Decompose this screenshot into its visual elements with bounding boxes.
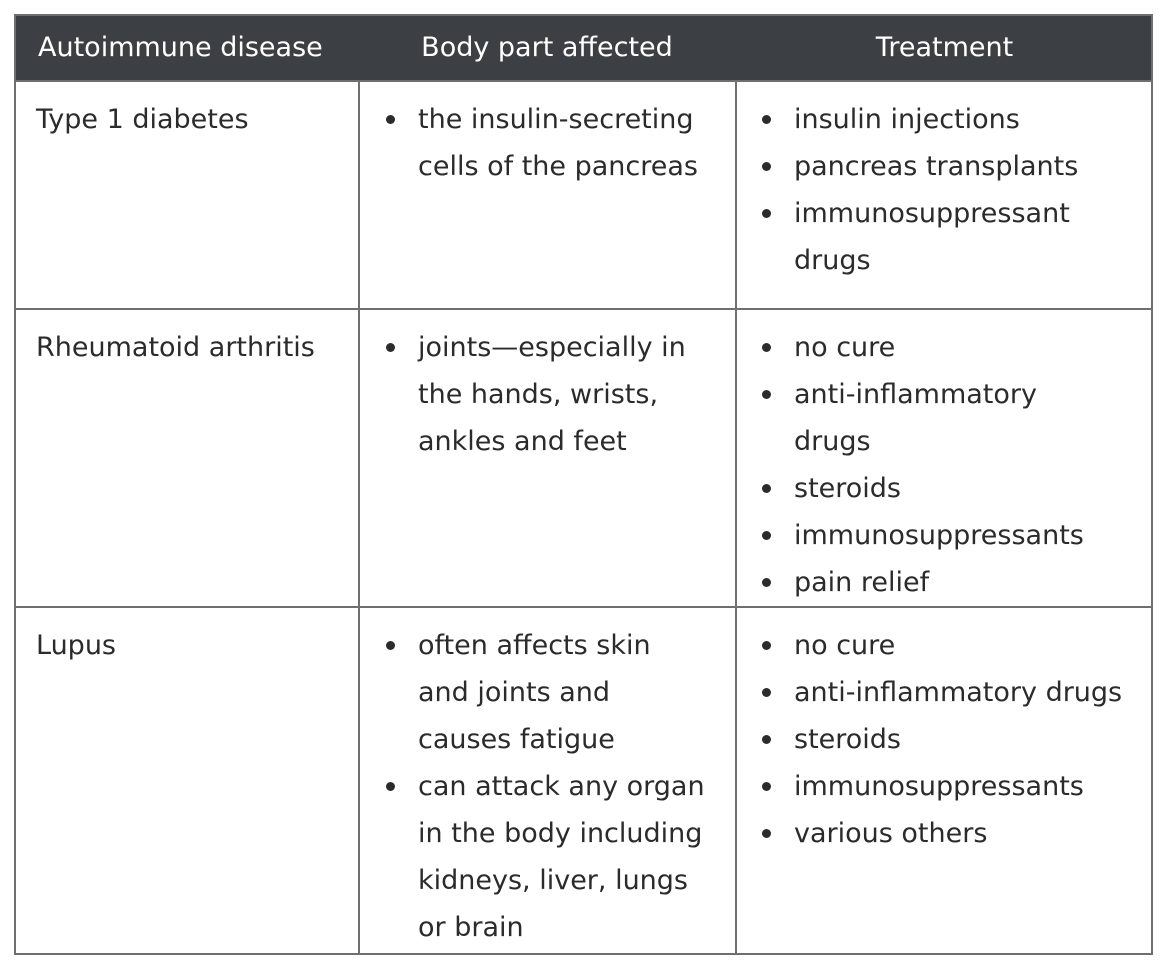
item-text-line: steroids [794,473,901,504]
item-text-line: anti-inflammatory [794,379,1037,410]
treatment-item [758,810,1148,857]
table-row-rheumatoid-arthritis [16,308,1151,608]
treatment-item [758,559,1148,606]
treatment-item [758,143,1148,190]
treatment-item [758,716,1148,763]
disease-name-cell: Lupus [36,630,116,661]
treatment-cell [758,622,1148,857]
bullet-icon [386,782,395,791]
treatment-list [758,96,1148,284]
item-text-line: various others [794,818,988,849]
body-part-cell [382,622,727,951]
item-text-line: anti-inflammatory drugs [794,677,1123,708]
item-text-line: kidneys, liver, lungs [418,865,688,896]
item-text-line: in the body including [418,818,703,849]
item-text-line: insulin injections [794,104,1020,135]
bullet-icon [762,115,771,124]
item-text-line: and joints and [418,677,611,708]
bullet-icon [386,343,395,352]
body-part-item [382,622,727,763]
table-header-row [16,16,1151,80]
disease-name-cell: Type 1 diabetes [36,104,249,135]
bullet-icon [762,162,771,171]
item-text-line: immunosuppressant [794,198,1070,229]
table-row-type-1-diabetes [16,80,1151,310]
body-part-list [382,96,727,190]
item-text-line: immunosuppressants [794,771,1084,802]
item-text-line: pain relief [794,567,930,598]
header-treatment: Treatment [875,32,1014,63]
item-text-line: pancreas transplants [794,151,1079,182]
treatment-item [758,622,1148,669]
treatment-list [758,324,1148,606]
body-part-item [382,96,727,190]
body-part-item [382,763,727,951]
header-body-part-affected: Body part affected [421,32,673,63]
bullet-icon [386,641,395,650]
body-part-list [382,622,727,951]
item-text-line: the hands, wrists, [418,379,659,410]
item-text-line: causes fatigue [418,724,615,755]
bullet-icon [762,484,771,493]
bullet-icon [762,641,771,650]
item-text-line: no cure [794,332,896,363]
treatment-item [758,669,1148,716]
item-text-line: cells of the pancreas [418,151,698,182]
bullet-icon [762,390,771,399]
treatment-item [758,763,1148,810]
bullet-icon [762,209,771,218]
treatment-item [758,371,1148,465]
treatment-item [758,190,1148,284]
bullet-icon [762,829,771,838]
column-divider [735,80,737,953]
item-text-line: ankles and feet [418,426,627,457]
header-autoimmune-disease: Autoimmune disease [38,32,323,63]
table-row-lupus [16,606,1151,953]
treatment-list [758,622,1148,857]
item-text-line: or brain [418,912,524,943]
treatment-item [758,465,1148,512]
bullet-icon [762,688,771,697]
body-part-cell [382,324,727,465]
autoimmune-table [14,14,1153,955]
bullet-icon [762,735,771,744]
treatment-item [758,512,1148,559]
treatment-cell [758,96,1148,284]
item-text-line: immunosuppressants [794,520,1084,551]
item-text-line: the insulin-secreting [418,104,694,135]
column-divider [358,80,360,953]
bullet-icon [762,782,771,791]
bullet-icon [762,531,771,540]
item-text-line: joints—especially in [418,332,686,363]
bullet-icon [762,578,771,587]
body-part-item [382,324,727,465]
treatment-cell [758,324,1148,606]
disease-name-cell: Rheumatoid arthritis [36,332,315,363]
treatment-item [758,96,1148,143]
item-text-line: drugs [794,426,871,457]
treatment-item [758,324,1148,371]
item-text-line: steroids [794,724,901,755]
body-part-cell [382,96,727,190]
body-part-list [382,324,727,465]
item-text-line: no cure [794,630,896,661]
bullet-icon [386,115,395,124]
item-text-line: often affects skin [418,630,651,661]
item-text-line: drugs [794,245,871,276]
bullet-icon [762,343,771,352]
item-text-line: can attack any organ [418,771,705,802]
